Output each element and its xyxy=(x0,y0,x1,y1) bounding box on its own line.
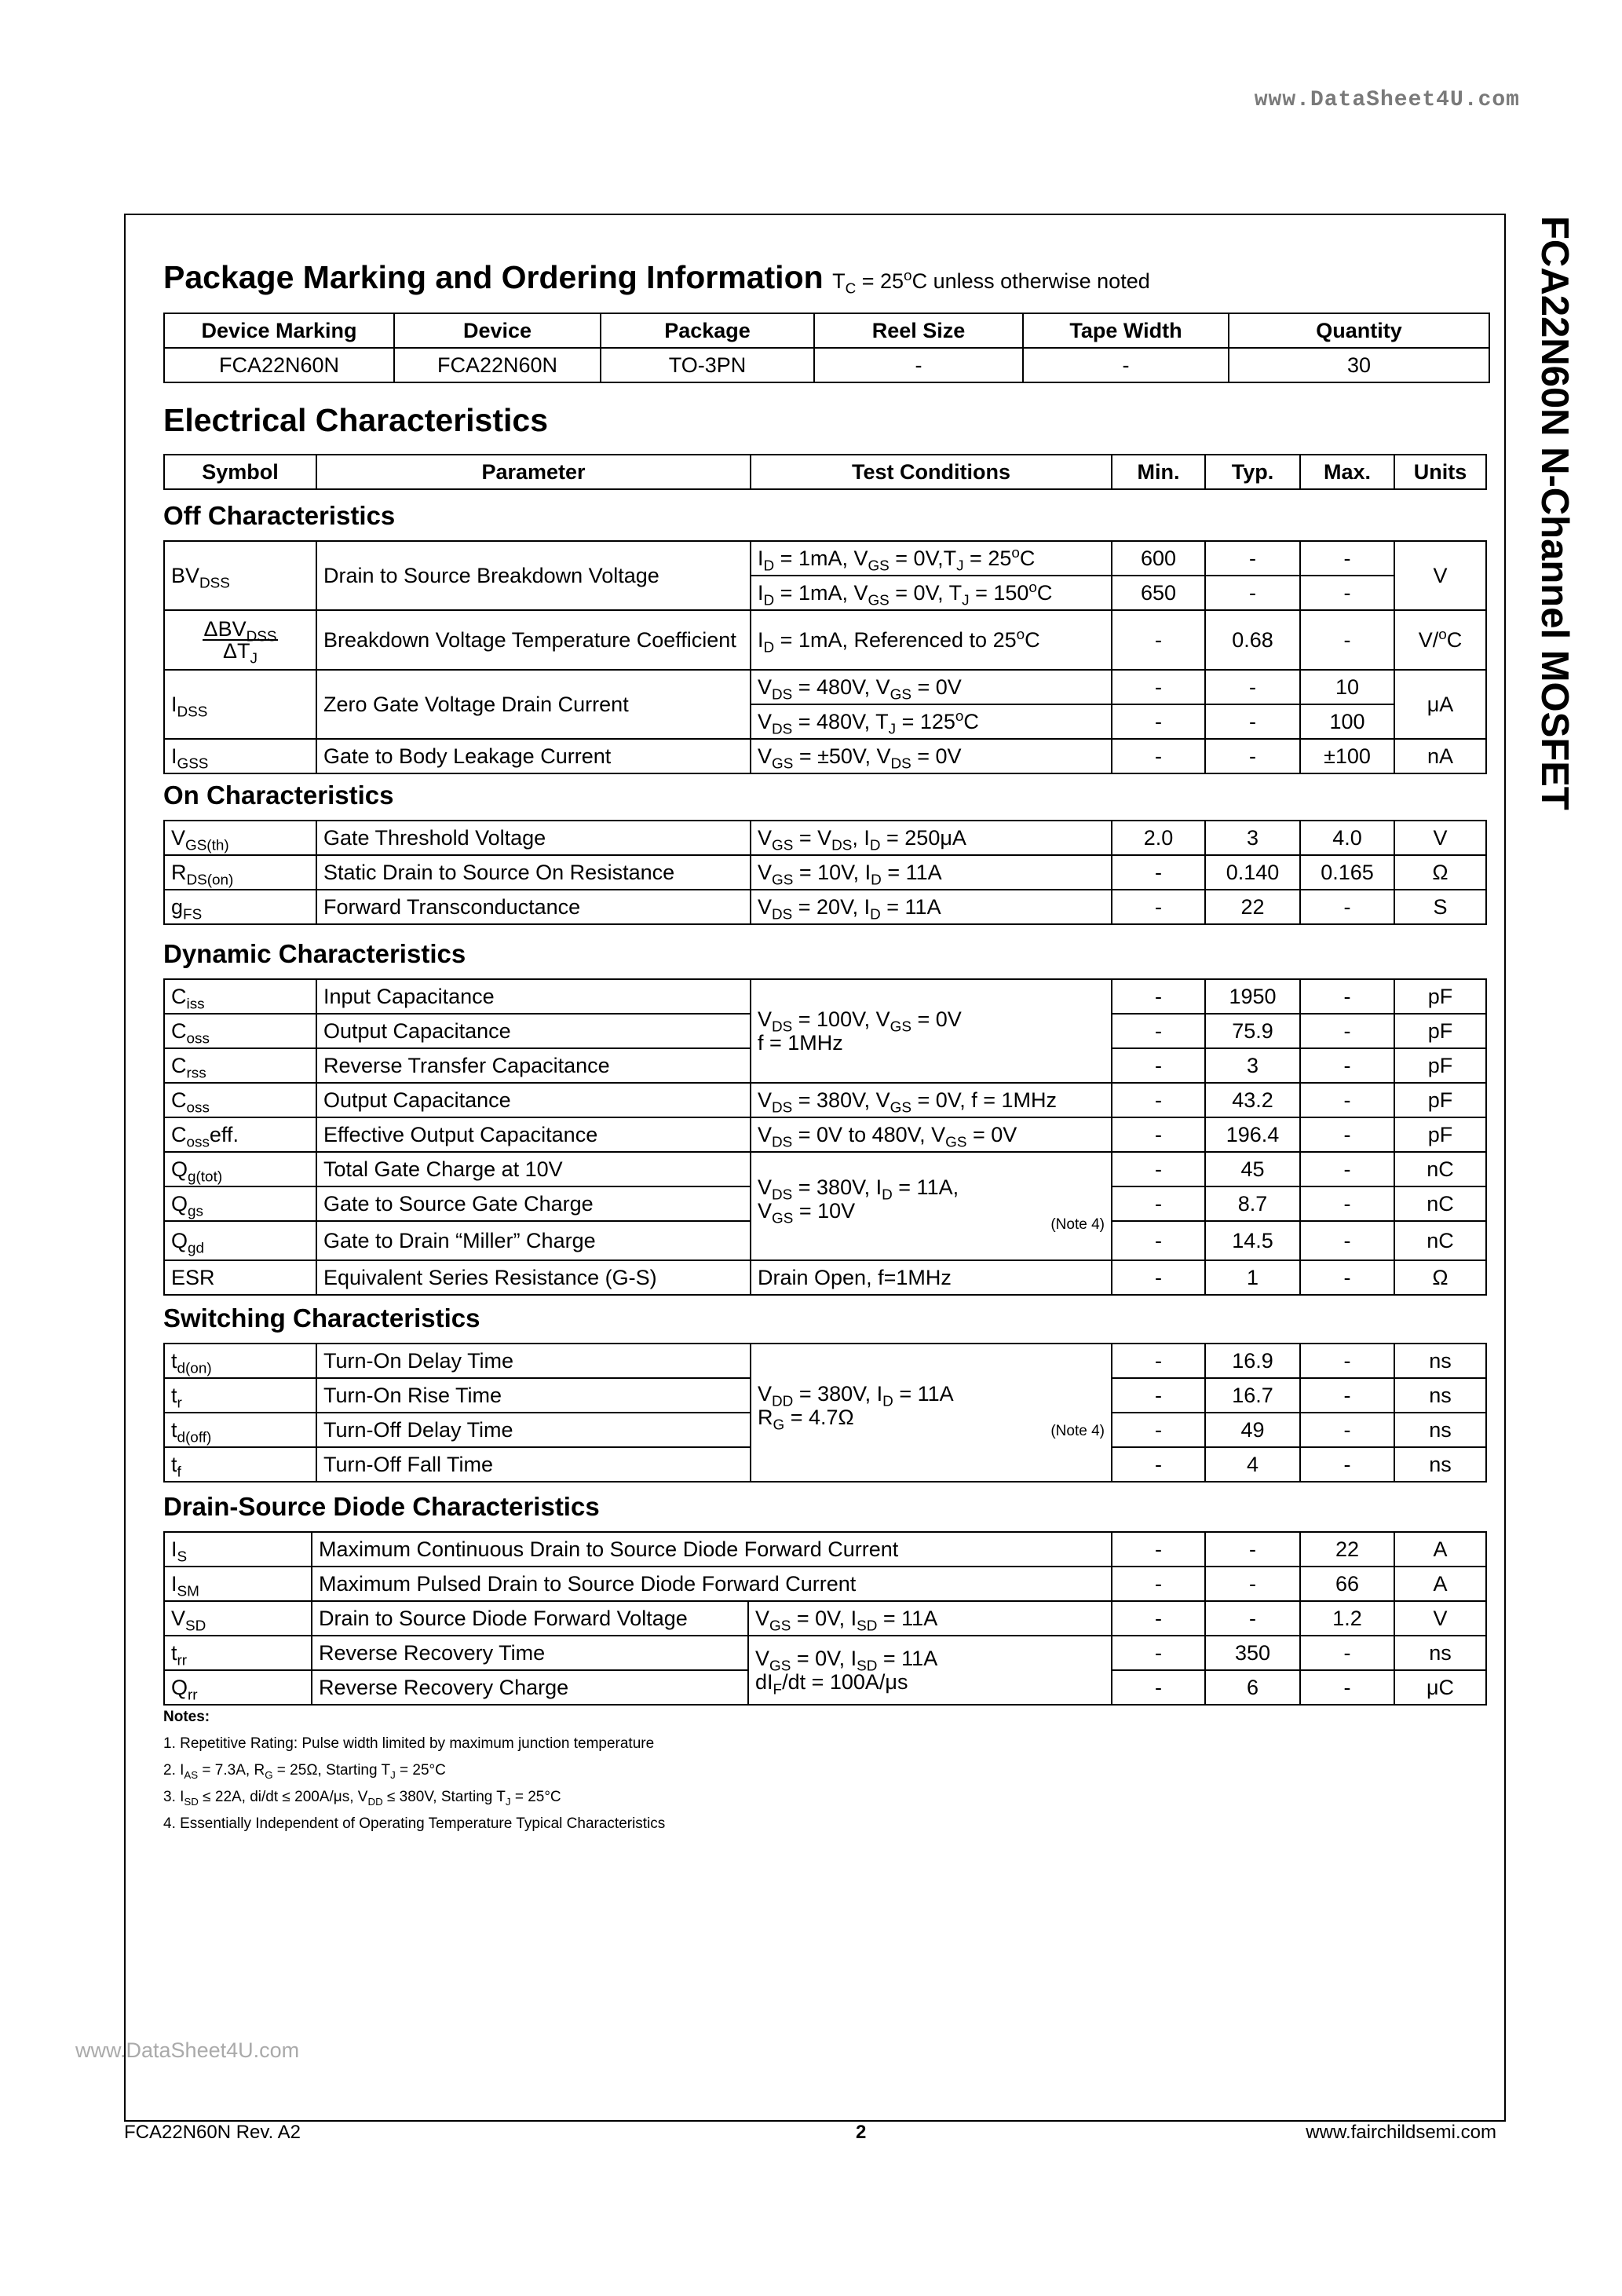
symbol-cell: $g_{FS}$ xyxy=(164,890,316,924)
package-header: Device Marking xyxy=(164,313,394,348)
max-cell: - xyxy=(1300,1117,1394,1152)
table-row xyxy=(164,821,1486,855)
package-cell: TO-3PN xyxy=(601,348,814,382)
min-cell: - xyxy=(1112,1186,1205,1221)
param-cell: Output Capacitance xyxy=(316,1083,751,1117)
col-header: Typ. xyxy=(1205,455,1300,489)
typ-cell: - xyxy=(1205,704,1300,739)
param-cell: Turn-Off Fall Time xyxy=(316,1447,751,1482)
col-header: Min. xyxy=(1112,455,1205,489)
table-row xyxy=(164,1636,1486,1670)
typ-cell: 1950 xyxy=(1205,979,1300,1014)
unit-cell: pF xyxy=(1394,1083,1486,1117)
package-header: Quantity xyxy=(1229,313,1489,348)
cond-cell: $V_{GS} = 10V$, $I_D = 11A$ xyxy=(751,855,1112,890)
typ-cell: 196.4 xyxy=(1205,1117,1300,1152)
note-item: 1. Repetitive Rating: Pulse width limited by maximum junction temperature xyxy=(163,1735,655,1752)
typ-cell: 45 xyxy=(1205,1152,1300,1186)
dynamic-title: Dynamic Characteristics xyxy=(163,939,466,968)
table-row xyxy=(164,1344,1486,1378)
table-row xyxy=(164,1601,1486,1636)
unit-cell: ns xyxy=(1394,1447,1486,1482)
max-cell: - xyxy=(1300,1048,1394,1083)
typ-cell: 75.9 xyxy=(1205,1014,1300,1048)
min-cell: - xyxy=(1112,1014,1205,1048)
cond-cell: $V_{DS} = 480V$, $T_J = 125^oC$ xyxy=(751,704,1112,739)
unit-cell: pF xyxy=(1394,1048,1486,1083)
max-cell: - xyxy=(1300,1670,1394,1705)
unit-cell: A xyxy=(1394,1532,1486,1567)
min-cell: - xyxy=(1112,1083,1205,1117)
symbol-cell: $Q_{g(tot)}$ xyxy=(164,1152,316,1186)
table-row xyxy=(164,670,1486,704)
unit-cell: A xyxy=(1394,1567,1486,1601)
unit-cell: ns xyxy=(1394,1636,1486,1670)
symbol-cell: $C_{oss}eff$. xyxy=(164,1117,316,1152)
typ-cell: 49 xyxy=(1205,1413,1300,1447)
note-item: 4. Essentially Independent of Operating Temperature Typical Characteristics xyxy=(163,1815,666,1832)
col-header: Test Conditions xyxy=(751,455,1112,489)
min-cell: - xyxy=(1112,1670,1205,1705)
min-cell: - xyxy=(1112,1413,1205,1447)
param-cell: Maximum Continuous Drain to Source Diode Forward Current xyxy=(312,1532,1112,1567)
cond-text: $V_{DS} = 380V$, $I_D = 11A$, $V_{GS} = 10V$ xyxy=(758,1175,959,1227)
min-cell: - xyxy=(1112,1378,1205,1413)
max-cell: 1.2 xyxy=(1300,1601,1394,1636)
symbol-cell: $BV_{DSS}$ xyxy=(164,541,316,610)
package-cell: FCA22N60N xyxy=(394,348,601,382)
diode-title: Drain-Source Diode Characteristics xyxy=(163,1492,600,1521)
package-cell: FCA22N60N xyxy=(164,348,394,382)
param-cell: Total Gate Charge at 10V xyxy=(316,1152,751,1186)
min-cell: - xyxy=(1112,1260,1205,1295)
symbol-cell: $Q_{gd}$ xyxy=(164,1221,316,1260)
max-cell: 4.0 xyxy=(1300,821,1394,855)
typ-cell: 4 xyxy=(1205,1447,1300,1482)
typ-cell: - xyxy=(1205,670,1300,704)
package-header: Reel Size xyxy=(814,313,1023,348)
watermark-bottom: www.DataSheet4U.com xyxy=(75,2038,300,2062)
symbol-cell xyxy=(164,610,316,670)
electrical-title: Electrical Characteristics xyxy=(163,402,548,438)
package-table xyxy=(163,313,1490,383)
symbol-cell: ESR xyxy=(164,1260,316,1295)
max-cell: - xyxy=(1300,1152,1394,1186)
cond-cell: $V_{DS} = 0V$ to 480V, $V_{GS} = 0V$ xyxy=(751,1117,1112,1152)
table-row xyxy=(164,979,1486,1014)
table-row xyxy=(164,1083,1486,1117)
typ-cell: 3 xyxy=(1205,821,1300,855)
table-row xyxy=(164,610,1486,670)
unit-cell: μC xyxy=(1394,1670,1486,1705)
typ-cell: 16.9 xyxy=(1205,1344,1300,1378)
cond-cell: $V_{GS} = 0V$, $I_{SD} = 11A$ xyxy=(748,1601,1112,1636)
unit-cell: μA xyxy=(1394,670,1486,739)
symbol-cell: $Q_{gs}$ xyxy=(164,1186,316,1221)
table-row xyxy=(164,855,1486,890)
symbol-cell: $t_{rr}$ xyxy=(164,1636,312,1670)
table-row xyxy=(164,1117,1486,1152)
watermark-top: www.DataSheet4U.com xyxy=(1254,88,1520,112)
typ-cell: - xyxy=(1205,1532,1300,1567)
min-cell: - xyxy=(1112,670,1205,704)
min-cell: - xyxy=(1112,1447,1205,1482)
symbol-cell: $t_f$ xyxy=(164,1447,316,1482)
package-cell: - xyxy=(1023,348,1229,382)
param-cell: Turn-On Rise Time xyxy=(316,1378,751,1413)
symbol-cell: $I_{DSS}$ xyxy=(164,670,316,739)
typ-cell: 8.7 xyxy=(1205,1186,1300,1221)
param-cell: Turn-On Delay Time xyxy=(316,1344,751,1378)
min-cell: - xyxy=(1112,1117,1205,1152)
min-cell: - xyxy=(1112,1344,1205,1378)
cond-cell: $V_{GS} = \pm 50V$, $V_{DS} = 0V$ xyxy=(751,739,1112,773)
param-cell: Breakdown Voltage Temperature Coefficient xyxy=(316,610,751,670)
max-cell: - xyxy=(1300,1221,1394,1260)
unit-cell: V xyxy=(1394,1601,1486,1636)
max-cell: ±100 xyxy=(1300,739,1394,773)
typ-cell: 6 xyxy=(1205,1670,1300,1705)
symbol-cell: $C_{iss}$ xyxy=(164,979,316,1014)
notes-title: Notes: xyxy=(163,1709,210,1725)
table-row xyxy=(164,1152,1486,1186)
on-table xyxy=(163,820,1487,925)
typ-cell: - xyxy=(1205,739,1300,773)
table-row xyxy=(164,1260,1486,1295)
symbol-cell: $C_{oss}$ xyxy=(164,1014,316,1048)
unit-cell: Ω xyxy=(1394,855,1486,890)
cond-cell xyxy=(751,1152,1112,1260)
max-cell: - xyxy=(1300,1014,1394,1048)
min-cell: - xyxy=(1112,1532,1205,1567)
symbol-cell: $C_{oss}$ xyxy=(164,1083,316,1117)
table-row xyxy=(164,739,1486,773)
unit-cell: nC xyxy=(1394,1221,1486,1260)
max-cell: - xyxy=(1300,541,1394,576)
unit-cell: pF xyxy=(1394,1014,1486,1048)
min-cell: - xyxy=(1112,979,1205,1014)
min-cell: - xyxy=(1112,1601,1205,1636)
typ-cell: - xyxy=(1205,576,1300,610)
footer-website: www.fairchildsemi.com xyxy=(1306,2122,1496,2143)
package-row xyxy=(164,348,1489,382)
electrical-header-table xyxy=(163,454,1487,490)
max-cell: - xyxy=(1300,1083,1394,1117)
table-row xyxy=(164,1567,1486,1601)
package-header-row xyxy=(164,313,1489,348)
electrical-header-row xyxy=(164,455,1486,489)
param-cell: Gate to Source Gate Charge xyxy=(316,1186,751,1221)
typ-cell: - xyxy=(1205,1567,1300,1601)
symbol-numerator: $\Delta BV_{DSS}$ xyxy=(203,617,277,645)
min-cell: 2.0 xyxy=(1112,821,1205,855)
unit-cell: Ω xyxy=(1394,1260,1486,1295)
param-cell: Effective Output Capacitance xyxy=(316,1117,751,1152)
min-cell: - xyxy=(1112,855,1205,890)
cond-text: $V_{DD} = 380V$, $I_D = 11A$ $R_G = 4.7\Omega$ xyxy=(758,1382,954,1434)
symbol-cell: $V_{GS(th)}$ xyxy=(164,821,316,855)
table-row xyxy=(164,890,1486,924)
typ-cell: - xyxy=(1205,541,1300,576)
min-cell: - xyxy=(1112,739,1205,773)
note-ref: (Note 4) xyxy=(1050,1423,1105,1439)
cond-cell: $V_{DS} = 480V$, $V_{GS} = 0V$ xyxy=(751,670,1112,704)
typ-cell: 0.68 xyxy=(1205,610,1300,670)
param-cell: Turn-Off Delay Time xyxy=(316,1413,751,1447)
unit-cell: nC xyxy=(1394,1186,1486,1221)
unit-cell: ns xyxy=(1394,1378,1486,1413)
min-cell: 650 xyxy=(1112,576,1205,610)
param-cell: Drain to Source Diode Forward Voltage xyxy=(312,1601,748,1636)
max-cell: 100 xyxy=(1300,704,1394,739)
unit-cell: pF xyxy=(1394,1117,1486,1152)
typ-cell: 350 xyxy=(1205,1636,1300,1670)
unit-cell: S xyxy=(1394,890,1486,924)
param-cell: Gate to Body Leakage Current xyxy=(316,739,751,773)
max-cell: 0.165 xyxy=(1300,855,1394,890)
off-title: Off Characteristics xyxy=(163,501,396,530)
unit-cell: V/$^o$C xyxy=(1394,610,1486,670)
symbol-cell: $I_{SM}$ xyxy=(164,1567,312,1601)
param-cell: Reverse Recovery Time xyxy=(312,1636,748,1670)
min-cell: - xyxy=(1112,1567,1205,1601)
typ-cell: 22 xyxy=(1205,890,1300,924)
typ-cell: 1 xyxy=(1205,1260,1300,1295)
cond-cell: $V_{DS} = 380V$, $V_{GS} = 0V$, f = 1MHz xyxy=(751,1083,1112,1117)
package-note: $T_C = 25^oC$ unless otherwise noted xyxy=(832,268,1150,298)
symbol-denominator: $\Delta T_J$ xyxy=(223,639,258,667)
cond-cell: Drain Open, f=1MHz xyxy=(751,1260,1112,1295)
param-cell: Equivalent Series Resistance (G-S) xyxy=(316,1260,751,1295)
cond-cell: $V_{DS} = 100V$, $V_{GS} = 0V$ f = 1MHz xyxy=(751,979,1112,1083)
symbol-cell: $t_{d(off)}$ xyxy=(164,1413,316,1447)
symbol-cell: $C_{rss}$ xyxy=(164,1048,316,1083)
symbol-cell: $I_{GSS}$ xyxy=(164,739,316,773)
max-cell: 10 xyxy=(1300,670,1394,704)
max-cell: - xyxy=(1300,1344,1394,1378)
max-cell: - xyxy=(1300,1378,1394,1413)
param-cell: Zero Gate Voltage Drain Current xyxy=(316,670,751,739)
unit-cell: ns xyxy=(1394,1413,1486,1447)
param-cell: Reverse Transfer Capacitance xyxy=(316,1048,751,1083)
max-cell: - xyxy=(1300,1260,1394,1295)
col-header: Parameter xyxy=(316,455,751,489)
param-cell: Drain to Source Breakdown Voltage xyxy=(316,541,751,610)
max-cell: 22 xyxy=(1300,1532,1394,1567)
cond-cell: $I_D = 1mA$, $V_{GS} = 0V$, $T_J = 150^oC$ xyxy=(751,576,1112,610)
unit-cell: pF xyxy=(1394,979,1486,1014)
diode-table xyxy=(163,1531,1487,1706)
min-cell: - xyxy=(1112,1048,1205,1083)
footer-revision: FCA22N60N Rev. A2 xyxy=(124,2122,301,2143)
cond-cell: $I_D = 1mA$, Referenced to 25$^o$C xyxy=(751,610,1112,670)
cond-cell: $V_{GS} = V_{DS}$, $I_D = 250\mu A$ xyxy=(751,821,1112,855)
param-cell: Reverse Recovery Charge xyxy=(312,1670,748,1705)
unit-cell: nA xyxy=(1394,739,1486,773)
cond-cell: $V_{DS} = 20V$, $I_D = 11A$ xyxy=(751,890,1112,924)
max-cell: - xyxy=(1300,1447,1394,1482)
table-row xyxy=(164,541,1486,576)
package-cell: 30 xyxy=(1229,348,1489,382)
min-cell: 600 xyxy=(1112,541,1205,576)
max-cell: - xyxy=(1300,1413,1394,1447)
side-title xyxy=(1507,216,1602,1347)
symbol-cell: $R_{DS(on)}$ xyxy=(164,855,316,890)
dynamic-table xyxy=(163,978,1487,1296)
max-cell: - xyxy=(1300,610,1394,670)
package-header: Tape Width xyxy=(1023,313,1229,348)
note-ref: (Note 4) xyxy=(1050,1216,1105,1233)
unit-cell: nC xyxy=(1394,1152,1486,1186)
col-header: Max. xyxy=(1300,455,1394,489)
package-cell: - xyxy=(814,348,1023,382)
unit-cell: V xyxy=(1394,821,1486,855)
max-cell: - xyxy=(1300,576,1394,610)
package-header: Device xyxy=(394,313,601,348)
cond-cell xyxy=(751,1344,1112,1482)
symbol-cell: $I_S$ xyxy=(164,1532,312,1567)
package-title: Package Marking and Ordering Information $T_C = 25^oC$ unless otherwise noted xyxy=(163,259,1150,298)
typ-cell: 16.7 xyxy=(1205,1378,1300,1413)
switching-title: Switching Characteristics xyxy=(163,1303,480,1333)
max-cell: - xyxy=(1300,979,1394,1014)
symbol-cell: $t_{d(on)}$ xyxy=(164,1344,316,1378)
unit-cell: V xyxy=(1394,541,1486,610)
min-cell: - xyxy=(1112,890,1205,924)
param-cell: Gate to Drain “Miller” Charge xyxy=(316,1221,751,1260)
footer-page-number: 2 xyxy=(856,2122,867,2143)
cond-cell: $V_{GS} = 0V$, $I_{SD} = 11A$ $dI_F/dt = 100A/\mu s$ xyxy=(748,1636,1112,1705)
typ-cell: 3 xyxy=(1205,1048,1300,1083)
col-header: Units xyxy=(1394,455,1486,489)
package-header: Package xyxy=(601,313,814,348)
col-header: Symbol xyxy=(164,455,316,489)
max-cell: - xyxy=(1300,890,1394,924)
typ-cell: - xyxy=(1205,1601,1300,1636)
symbol-cell: $Q_{rr}$ xyxy=(164,1670,312,1705)
max-cell: 66 xyxy=(1300,1567,1394,1601)
off-table xyxy=(163,540,1487,774)
symbol-cell: $V_{SD}$ xyxy=(164,1601,312,1636)
max-cell: - xyxy=(1300,1186,1394,1221)
min-cell: - xyxy=(1112,1152,1205,1186)
param-cell: Forward Transconductance xyxy=(316,890,751,924)
switching-table xyxy=(163,1343,1487,1483)
on-title: On Characteristics xyxy=(163,781,394,810)
param-cell: Gate Threshold Voltage xyxy=(316,821,751,855)
cond-cell: $I_D = 1mA$, $V_{GS} = 0V,T_J = 25^oC$ xyxy=(751,541,1112,576)
min-cell: - xyxy=(1112,1636,1205,1670)
typ-cell: 0.140 xyxy=(1205,855,1300,890)
param-cell: Output Capacitance xyxy=(316,1014,751,1048)
unit-cell: ns xyxy=(1394,1344,1486,1378)
symbol-cell: $t_r$ xyxy=(164,1378,316,1413)
notes xyxy=(163,1704,665,1837)
min-cell: - xyxy=(1112,704,1205,739)
typ-cell: 43.2 xyxy=(1205,1083,1300,1117)
min-cell: - xyxy=(1112,1221,1205,1260)
note-item: 2. $I_{AS} = 7.3A$, $R_G = 25\Omega$, Starting $T_J = 25^\circ C$ xyxy=(163,1762,446,1781)
typ-cell: 14.5 xyxy=(1205,1221,1300,1260)
min-cell: - xyxy=(1112,610,1205,670)
note-item: 3. $I_{SD} \le 22A$, di/dt ≤ 200A/μs, $V_{DD} \le 380V$, Starting $T_J = 25^\circ C$ xyxy=(163,1789,561,1808)
param-cell: Maximum Pulsed Drain to Source Diode Forward Current xyxy=(312,1567,1112,1601)
param-cell: Input Capacitance xyxy=(316,979,751,1014)
table-row xyxy=(164,1532,1486,1567)
max-cell: - xyxy=(1300,1636,1394,1670)
side-title-text: FCA22N60N N-Channel MOSFET xyxy=(1533,216,1576,810)
param-cell: Static Drain to Source On Resistance xyxy=(316,855,751,890)
